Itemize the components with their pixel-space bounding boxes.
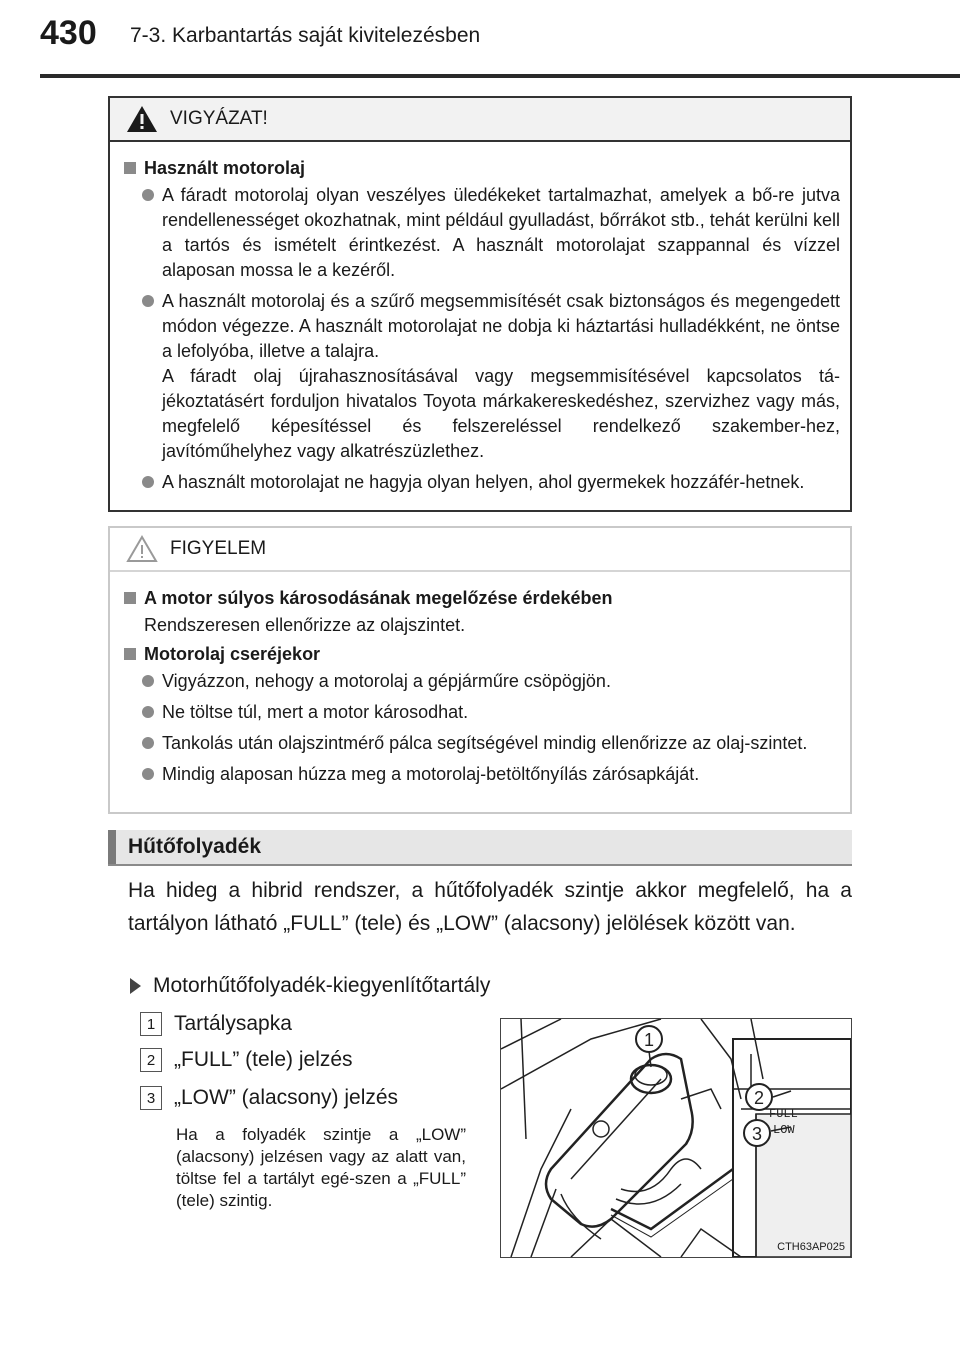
- notice-bullet: [120, 700, 840, 725]
- round-bullet-icon: [142, 476, 154, 488]
- notice-bullet: [120, 762, 840, 787]
- page-header: [0, 0, 960, 82]
- legend-item: [140, 1086, 398, 1110]
- warning-bullet-continuation: [138, 364, 840, 464]
- coolant-section-heading: [108, 830, 852, 866]
- legend-item: [140, 1048, 353, 1072]
- warning-bullet: [120, 289, 840, 364]
- svg-text:3: 3: [751, 1124, 763, 1144]
- round-bullet-icon: [142, 768, 154, 780]
- warning-bullet: [120, 470, 840, 495]
- warning-body: [110, 142, 850, 495]
- notice-bullet: [120, 669, 840, 694]
- coolant-intro: Ha hideg a hibrid rendszer, a hűtőfolyadék szintje akkor megfelelő, ha a tartályon látható „FULL” (tele) és „LOW” (alacsony) jelölések között van.: [128, 879, 852, 935]
- round-bullet-icon: [142, 675, 154, 687]
- notice-heading-text: Motorolaj cseréjekor: [144, 644, 321, 664]
- notice-bullet-text: Ne töltse túl, mert a motor károsodhat.: [162, 702, 469, 722]
- warning-heading: [120, 156, 840, 181]
- coolant-reservoir-item: [128, 974, 490, 998]
- coolant-section-title: Hűtőfolyadék: [128, 835, 262, 858]
- square-bullet-icon: [124, 162, 136, 174]
- notice-text-content: Rendszeresen ellenőrizze az olajszintet.: [144, 615, 466, 635]
- square-bullet-icon: [124, 592, 136, 604]
- legend-label: „LOW” (alacsony) jelzés: [174, 1086, 399, 1109]
- full-mark: FULL: [769, 1107, 798, 1121]
- warning-heading-text: Használt motorolaj: [144, 158, 306, 178]
- coolant-reservoir-illustration: [500, 1018, 852, 1258]
- heading-accent: [108, 830, 116, 864]
- warning-bullet-text: A használt motorolaj és a szűrő megsemmisítését csak biztonságos és megengedett módon végezze. A használt motorolajat ne dobja ki háztartási hulladékként, ne öntse a lefolyóba, illetve a talajra.: [162, 291, 840, 361]
- notice-bullet-text: Tankolás után olajszintmérő pálca segítségével mindig ellenőrizze az olaj-szintet.: [162, 733, 808, 753]
- legend-number: 1: [140, 1012, 162, 1036]
- legend-label: Tartálysapka: [174, 1012, 292, 1035]
- warning-triangle-icon: [126, 104, 158, 134]
- notice-heading: [120, 642, 840, 667]
- notice-bullet-text: Vigyázzon, nehogy a motorolaj a gépjárműre csöpögjön.: [162, 671, 611, 691]
- engine-bay-drawing: [501, 1019, 851, 1257]
- notice-heading-text: A motor súlyos károsodásának megelőzése érdekében: [144, 588, 613, 608]
- warning-box-header: [110, 98, 850, 142]
- notice-bullet-text: Mindig alaposan húzza meg a motorolaj-betöltőnyílás zárósapkáját.: [162, 764, 700, 784]
- warning-bullet: [120, 183, 840, 283]
- notice-text: [120, 613, 840, 638]
- header-rule: [40, 74, 960, 78]
- notice-heading: [120, 586, 840, 611]
- round-bullet-icon: [142, 706, 154, 718]
- coolant-reservoir-label: Motorhűtőfolyadék-kiegyenlítőtartály: [153, 974, 491, 997]
- section-title: 7-3. Karbantartás saját kivitelezésben: [130, 24, 481, 47]
- round-bullet-icon: [142, 737, 154, 749]
- page-number: 430: [40, 14, 97, 52]
- caution-triangle-icon: [126, 534, 158, 564]
- warning-bullet-extra-text: A fáradt olaj újrahasznosításával vagy megsemmisítésével kapcsolatos tá-jékoztatásért forduljon hivatalos Toyota márkakereskedéshez, szervizhez vagy más, megfelelő képesítéssel és felszereléssel rendelkező szakember-hez, javítóműhelyhez vagy alkatrészüzlethez.: [162, 366, 840, 461]
- round-bullet-icon: [142, 189, 154, 201]
- legend-item: [140, 1012, 292, 1036]
- notice-bullet: [120, 731, 840, 756]
- notice-box-header: [110, 528, 850, 572]
- notice-body: [110, 572, 850, 787]
- legend-number: 3: [140, 1086, 162, 1110]
- legend-label: „FULL” (tele) jelzés: [174, 1048, 353, 1071]
- svg-text:2: 2: [753, 1088, 765, 1108]
- low-mark: LOW: [773, 1123, 795, 1137]
- warning-title: VIGYÁZAT!: [170, 108, 268, 129]
- warning-bullet-text: A fáradt motorolaj olyan veszélyes üledékeket tartalmazhat, amelyek a bő-re jutva rendellenességet okozhatnak, mint például gyulladást, bőrrákot stb., tehát kerülni kell a tartós és ismételt érintkezést. A használt motorolajat szappannal és vízzel alaposan mossa le a kezéről.: [162, 185, 840, 280]
- warning-box: [108, 96, 852, 512]
- warning-bullet-text: A használt motorolajat ne hagyja olyan helyen, ahol gyermekek hozzáfér-hetnek.: [162, 472, 805, 492]
- arrow-right-icon: [130, 978, 141, 994]
- coolant-note: Ha a folyadék szintje a „LOW” (alacsony) jelzésen vagy az alatt van, töltse fel a tartályt egé-szen a „FULL” (tele) szintig.: [176, 1125, 466, 1210]
- legend-number: 2: [140, 1048, 162, 1072]
- square-bullet-icon: [124, 648, 136, 660]
- round-bullet-icon: [142, 295, 154, 307]
- notice-title: FIGYELEM: [170, 538, 267, 559]
- notice-box: [108, 526, 852, 814]
- svg-text:1: 1: [643, 1030, 655, 1050]
- figure-code: CTH63AP025: [777, 1241, 845, 1253]
